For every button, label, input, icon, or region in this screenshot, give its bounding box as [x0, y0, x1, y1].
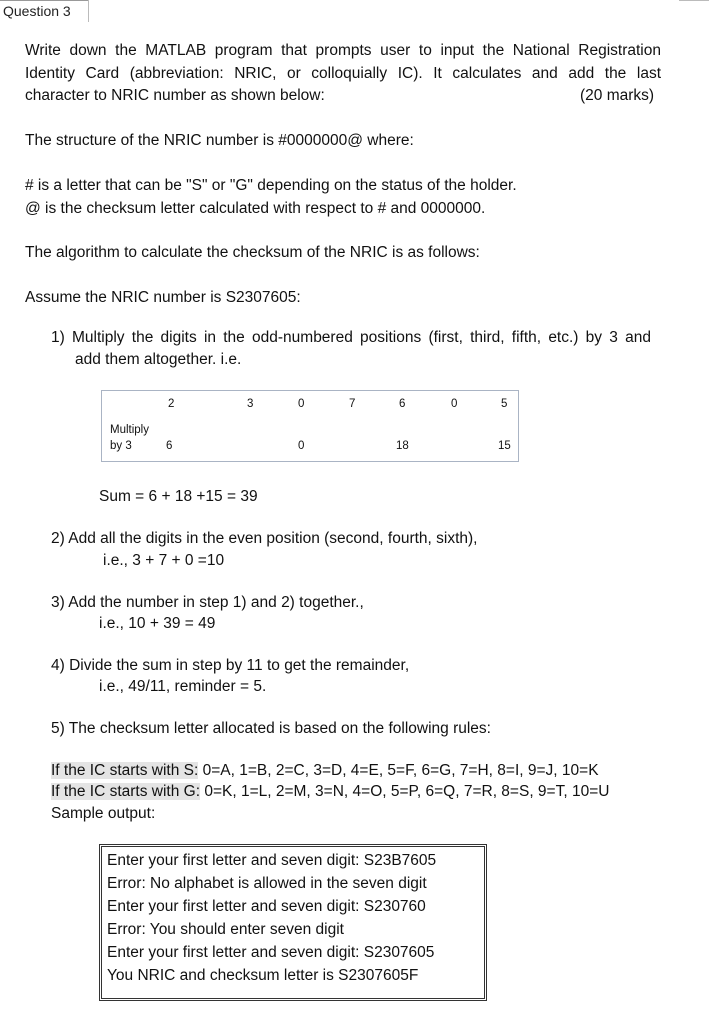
assume-line: Assume the NRIC number is S2307605: — [25, 289, 301, 306]
digit-cell: 6 — [399, 398, 406, 410]
multiply-table — [101, 390, 519, 462]
structure-line: The structure of the NRIC number is #0000000@ where: — [25, 132, 414, 149]
digit-cell: 7 — [349, 398, 356, 410]
product-cell: 6 — [166, 440, 173, 452]
rule-s-map: 0=A, 1=B, 2=C, 3=D, 4=E, 5=F, 6=G, 7=H, 8=I, 9=J, 10=K — [198, 762, 599, 779]
marks-label: (20 marks) — [580, 87, 655, 104]
sample-output-line: Error: You should enter seven digit — [107, 921, 344, 938]
step-1-line-2: add them altogether. i.e. — [75, 351, 242, 368]
step-4-line-1: 4) Divide the sum in step by 11 to get the remainder, — [51, 657, 410, 674]
step-2-line-1: 2) Add all the digits in the even position (second, fourth, sixth), — [51, 530, 478, 547]
product-cell: 15 — [498, 440, 511, 452]
sample-output-line: Enter your first letter and seven digit: S230760 — [107, 898, 426, 915]
top-right-border — [679, 0, 709, 1]
sample-output-line: You NRIC and checksum letter is S2307605F — [107, 967, 419, 984]
sample-output-box — [99, 844, 487, 1001]
digit-cell: 2 — [168, 398, 175, 410]
step-1-line-1: 1) Multiply the digits in the odd-numbered positions (first, third, fifth, etc.) by 3 and — [51, 329, 651, 346]
rule-g-map: 0=K, 1=L, 2=M, 3=N, 4=O, 5=P, 6=Q, 7=R, 8=S, 9=T, 10=U — [200, 783, 610, 800]
step-3-line-2: i.e., 10 + 39 = 49 — [99, 615, 216, 632]
intro-line-3: character to NRIC number as shown below: — [25, 87, 325, 104]
rule-s — [51, 760, 599, 782]
step-4-line-2: i.e., 49/11, reminder = 5. — [99, 678, 267, 695]
rule-g — [51, 781, 609, 803]
step-5-line-1: 5) The checksum letter allocated is based on the following rules: — [51, 720, 491, 737]
intro-line-2: Identity Card (abbreviation: NRIC, or colloquially IC). It calculates and add the last — [25, 65, 661, 82]
sample-output-line: Enter your first letter and seven digit: S2307605 — [107, 944, 435, 961]
product-cell: 0 — [298, 440, 305, 452]
at-description: @ is the checksum letter calculated with respect to # and 0000000. — [25, 200, 486, 217]
algorithm-line: The algorithm to calculate the checksum of the NRIC is as follows: — [25, 244, 480, 261]
row-label-multiply: Multiply — [110, 424, 149, 436]
sample-output-label: Sample output: — [51, 805, 156, 822]
step-3-line-1: 3) Add the number in step 1) and 2) together., — [51, 594, 364, 611]
intro-line-1: Write down the MATLAB program that prompts user to input the National Registration — [25, 42, 661, 59]
sample-output-line: Enter your first letter and seven digit: S23B7605 — [107, 852, 437, 869]
rule-s-prefix: If the IC starts with S: — [51, 762, 199, 779]
digit-cell: 0 — [451, 398, 458, 410]
product-cell: 18 — [396, 440, 409, 452]
hash-description: # is a letter that can be "S" or "G" depending on the status of the holder. — [25, 177, 517, 194]
sample-output-line: Error: No alphabet is allowed in the seven digit — [107, 875, 427, 892]
question-label-divider — [88, 0, 89, 22]
question-label: Question 3 — [3, 3, 71, 19]
row-label-by3: by 3 — [110, 440, 132, 452]
digit-cell: 5 — [501, 398, 508, 410]
digit-cell: 3 — [247, 398, 254, 410]
digit-cell: 0 — [298, 398, 305, 410]
sum-line: Sum = 6 + 18 +15 = 39 — [99, 488, 258, 505]
rule-g-prefix: If the IC starts with G: — [51, 783, 201, 800]
step-2-line-2: i.e., 3 + 7 + 0 =10 — [103, 552, 225, 569]
